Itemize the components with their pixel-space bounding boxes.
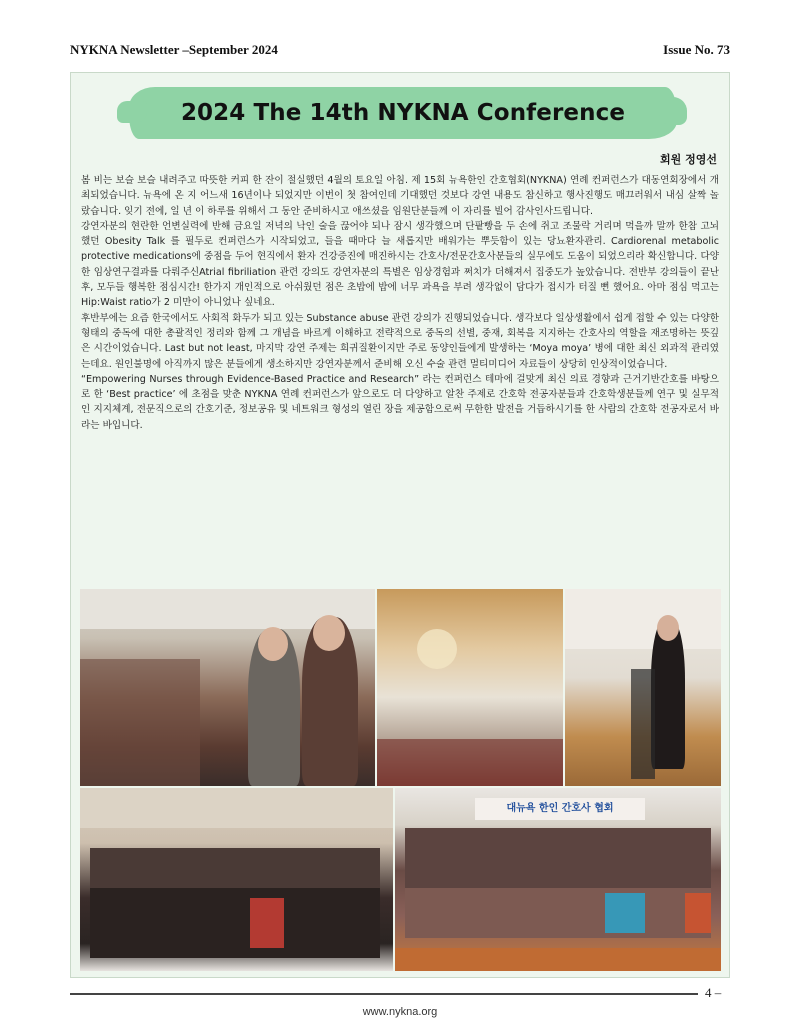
author-byline: 회원 정영선 — [660, 153, 717, 166]
speaker-at-podium-photo — [565, 589, 721, 786]
title-banner — [129, 87, 677, 139]
footer-divider — [70, 993, 698, 995]
article-box — [70, 72, 730, 978]
issue-number: Issue No. 73 — [663, 42, 730, 57]
large-group-photo-banner — [395, 788, 721, 971]
paragraph-1: 봄 비는 보슬 보슬 내려주고 따뜻한 커피 한 잔이 절실했던 4월의 토요일 아침. 제 15회 뉴욕한인 간호협회(NYKNA) 연례 컨퍼런스가 대동연회장에서 개최되었습니다. 뉴욕에 온 지 어느새 16년이나 되었지만 이번이 첫 참여인데 기대했던 것보다 강연 내용도 참신하고 행사진행도 매끄러워서 내심 살짝 놀랐습니다. 잊기 전에, 일 년 이 하루를 위해서 그 동안 준비하시고 애쓰셨을 임원단분들께 이 자리를 빌어 감사인사드립니다. — [81, 175, 719, 217]
page-number: 4 – — [705, 985, 722, 1000]
conference-hall-two-attendees-photo — [80, 589, 375, 786]
paragraph-4: “Empowering Nurses through Evidence-Based Practice and Research” 라는 컨퍼런스 테마에 걸맞게 최신 의료 경향과 근거기반간호를 바탕으로 한 ‘Best practice’ 에 초점을 맞춘 NYKNA 연례 컨퍼런스가 앞으로도 더 다양하고 알찬 주제로 간호학 전공자분들과 간호학생분들께 연구 및 실무적인 지지체계, 전문직으로의 간호기준, 정보공유 및 네트워크 형성의 열린 장을 제공함으로써 무한한 발전을 거듭하시기를 한 사람의 간호학 전공자로서 바라는 바입니다. — [81, 373, 719, 431]
page-header — [70, 40, 730, 60]
association-banner: 대뉴욕 한인 간호사 협회 — [475, 798, 645, 820]
website-link[interactable]: www.nykna.org — [362, 1006, 438, 1018]
group-photo-seated — [80, 788, 393, 971]
paragraph-3: 후반부에는 요즘 한국에서도 사회적 화두가 되고 있는 Substance abuse 관련 강의가 진행되었습니다. 생각보다 일상생활에서 쉽게 접할 수 있는 다양한 형태의 중독에 대한 총괄적인 정리와 함께 그 개념을 바르게 이해하고 전략적으로 중독의 선별, 중재, 회복을 지지하는 간호사의 역할을 재조명하는 뜻깊은 시간이었습니다. Last but not least, 마지막 강연 주제는 희귀질환이지만 주로 동양인들에게 발생하는 ‘Moya moya’ 병에 대한 최신 외과적 관리였는데요. 원인불명에 아직까지 많은 분들에게 생소하지만 강연자분께서 준비해 오신 수술 관련 멀티미디어 자료들이 상당히 인상적이었습니다. — [81, 312, 719, 370]
newsletter-name: NYKNA Newsletter –September 2024 — [70, 42, 278, 57]
article-body — [81, 173, 719, 433]
banquet-hall-photo — [377, 589, 563, 786]
photo-collage — [80, 589, 721, 971]
paragraph-2: 강연자분의 현란한 언변실력에 반해 금요일 저녁의 낙인 술을 끊어야 되나 잠시 생각했으며 단팥빵을 두 손에 쥐고 조물락 거리며 먹을까 말까 한참 고뇌했던 Obesity Talk 를 필두로 컨퍼런스가 시작되었고, 들을 때마다 늘 새롭지만 배워가는 뿌듯함이 있는 당뇨환자관리. Cardiorenal metabolic protective medications에 중점을 두어 현직에서 환자 건강증진에 매진하시는 간호사/전문간호사분들의 실무에도 도움이 되었으리라 확신합니다. 다양한 임상연구결과를 다뤄주신Atrial fibriliation 관련 강의도 강연자분의 특별은 임상경험과 쩌치가 더해져서 집중도가 높았습니다. 전반부 강의들이 끝난 후, 모두들 행복한 점심시간! 한가지 개인적으로 아쉬웠던 점은 초밥에 밥에 너무 과욕을 부려 생각없이 담다가 접시가 터질 뻔 했어요. 아마 점심 먹고는 Hip:Waist ratio가 2 미만이 아니었나 싶네요. — [81, 220, 719, 309]
article-title: 2024 The 14th NYKNA Conference — [180, 100, 626, 126]
